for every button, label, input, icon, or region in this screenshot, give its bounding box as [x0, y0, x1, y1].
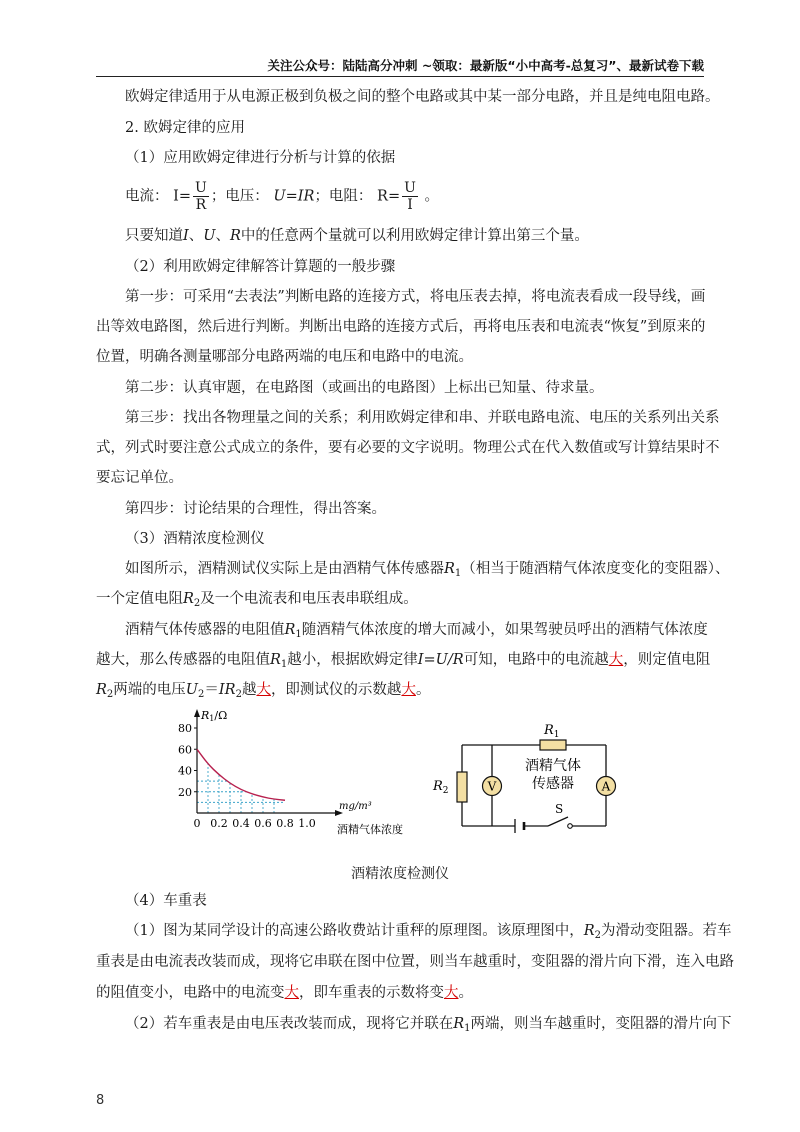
figure-caption: 酒精浓度检测仪	[351, 866, 449, 882]
current-fraction: $\frac{U}{R}$	[195, 180, 207, 213]
voltmeter-label: V	[487, 779, 497, 794]
answer-blank-reading: 大	[401, 682, 416, 698]
paragraph-sensor-3: $R_2$两端的电压$U_2=IR_2$越大，即测试仪的示数越大。	[96, 682, 431, 700]
paragraph-scale-2: 重表是由电流表改装而成，现将它串联在图中位置，则当车越重时，变阻器的滑片向下滑，连入电路	[96, 954, 734, 970]
page-number: 8	[96, 1093, 105, 1108]
x-axis-unit: mg/m³	[339, 801, 372, 812]
resistance-concentration-chart	[165, 705, 445, 840]
ammeter-label: A	[601, 779, 611, 794]
r1-resistor	[540, 740, 566, 750]
step3-line3: 要忘记单位。	[96, 470, 183, 486]
paragraph-scale-3: 的阻值变小，电路中的电流变大，即车重表的示数将变大。	[96, 985, 473, 1001]
y-axis-arrow	[194, 709, 200, 717]
subheading-truck-scale: （4）车重表	[125, 893, 207, 909]
heading-ohm-application: 2. 欧姆定律的应用	[125, 120, 245, 136]
step3-line1: 第三步：找出各物理量之间的关系；利用欧姆定律和串、并联电路电流、电压的关系列出关系	[125, 410, 720, 426]
subheading-steps: （2）利用欧姆定律解答计算题的一般步骤	[125, 259, 396, 275]
step4-line: 第四步：讨论结果的合理性，得出答案。	[125, 501, 386, 517]
y-tick-label: 40	[178, 764, 192, 778]
step1-line3: 位置，明确各测量哪部分电路两端的电压和电路中的电流。	[96, 349, 473, 365]
resistance-fraction: $\frac{U}{I}$	[404, 180, 416, 213]
paragraph-tester-1: 如图所示，酒精测试仪实际上是由酒精气体传感器$R_1$（相当于随酒精气体浓度变化的变阻器）、	[125, 561, 730, 579]
step2-line: 第二步：认真审题，在电路图（或画出的电路图）上标出已知量、待求量。	[125, 380, 604, 396]
paragraph-sensor-2: 越大，那么传感器的电阻值$R_1$越小，根据欧姆定律I=U/R可知，电路中的电流越大，则定值电阻	[96, 652, 711, 670]
alcohol-tester-circuit	[420, 716, 620, 841]
page-header: 关注公众号：陆陆高分冲刺 ~领取：最新版“小中高考-总复习”、最新试卷下载	[267, 58, 704, 73]
paragraph-sensor-1: 酒精气体传感器的电阻值$R_1$随酒精气体浓度的增大而减小，如果驾驶员呼出的酒精气体浓度	[125, 622, 708, 640]
chart-grid	[197, 764, 285, 813]
y-tick-label: 80	[178, 722, 192, 735]
answer-blank-current: 大	[608, 652, 624, 668]
x-tick-label: 0.4	[232, 817, 250, 830]
paragraph-scale-1: （1）图为某同学设计的高速公路收费站计重秤的原理图。该原理图中，$R_2$为滑动变阻器。若车	[125, 923, 732, 941]
answer-blank-scale-current: 大	[284, 985, 299, 1001]
r1-label: $R_1$	[544, 723, 560, 740]
answer-blank-voltage: 大	[256, 682, 271, 698]
formula-line: 电流： I= $\frac{U}{R}$ ；电压： U=IR；电阻： R= $\frac{U}{I}$ 。	[125, 180, 440, 213]
x-tick-label: 0.6	[254, 817, 272, 830]
r2-label: $R_2$	[433, 779, 449, 796]
y-axis-label: R1/Ω	[201, 709, 228, 723]
answer-blank-scale-reading: 大	[444, 985, 459, 1001]
paragraph-scale-4: （2）若车重表是由电压表改装而成，现将它并联在$R_1$两端，则当车越重时，变阻器的滑片向下	[125, 1016, 732, 1034]
paragraph-tester-2: 一个定值电阻$R_2$及一个电流表和电压表串联组成。	[96, 591, 418, 609]
x-tick-label: 0	[193, 817, 201, 830]
sensor-label-line2: 传感器	[532, 776, 574, 792]
paragraph-any-two: 只要知道I、U、R中的任意两个量就可以利用欧姆定律计算出第三个量。	[125, 228, 589, 244]
step1-line1: 第一步：可采用“去表法”判断电路的连接方式，将电压表去掉，将电流表看成一段导线，画	[125, 289, 706, 305]
header-rule	[96, 76, 704, 77]
x-tick-label: 0.2	[210, 817, 228, 830]
subheading-basis: （1）应用欧姆定律进行分析与计算的依据	[125, 150, 396, 166]
switch-label: S	[555, 802, 564, 816]
subheading-alcohol-tester: （3）酒精浓度检测仪	[125, 531, 265, 547]
sensor-label-line1: 酒精气体	[525, 758, 581, 774]
step1-line2: 出等效电路图，然后进行判断。判断出电路的连接方式后，再将电压表和电流表“恢复”到原来的	[96, 319, 706, 335]
switch-contact	[568, 824, 573, 829]
r2-resistor	[457, 772, 467, 802]
y-tick-label: 60	[178, 743, 192, 757]
y-tick-label: 20	[178, 785, 192, 799]
step3-line2: 式，列式时要注意公式成立的条件，要有必要的文字说明。物理公式在代入数值或写计算结果时不	[96, 440, 720, 456]
x-tick-label: 1.0	[298, 817, 316, 830]
paragraph-ohm-scope: 欧姆定律适用于从电源正极到负极之间的整个电路或其中某一部分电路，并且是纯电阻电路。	[125, 89, 720, 105]
x-tick-label: 0.8	[276, 817, 294, 830]
battery	[515, 819, 524, 833]
x-axis-label: 酒精气体浓度	[337, 823, 403, 836]
